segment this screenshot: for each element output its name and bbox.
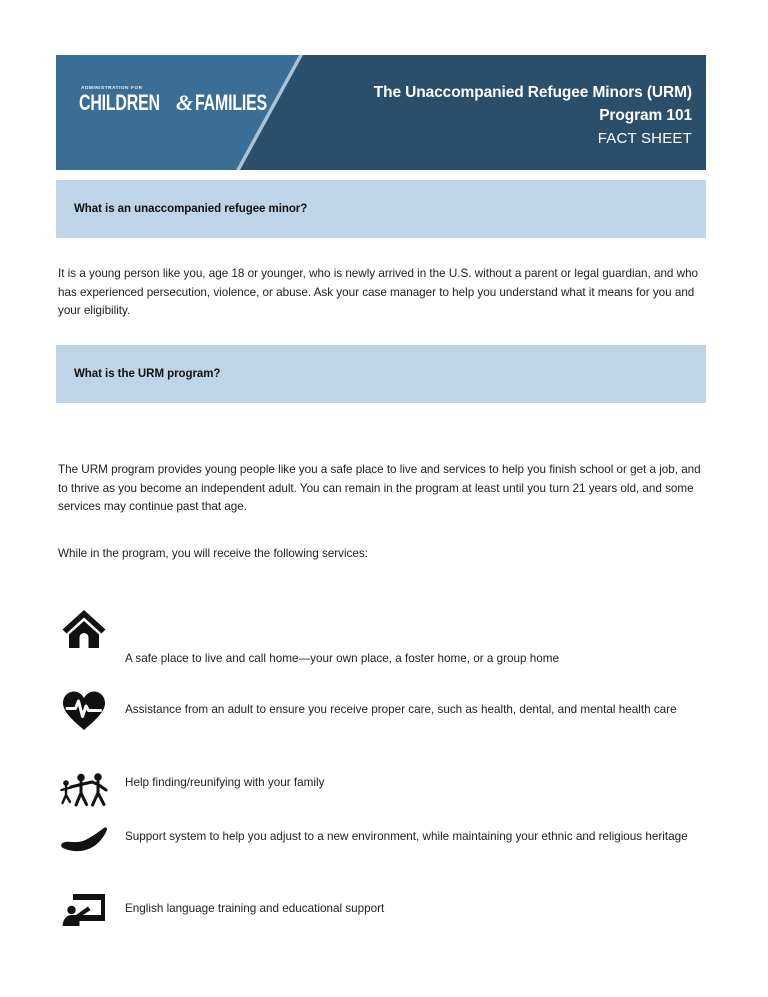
logo-eyebrow-text: ADMINISTRATION FOR xyxy=(81,85,143,90)
house-icon xyxy=(58,606,110,652)
heart-pulse-icon xyxy=(58,688,110,734)
logo-word-children: CHILDREN xyxy=(79,90,160,116)
service-item-support xyxy=(58,820,708,876)
logo-main-text xyxy=(79,89,269,116)
service-item-healthcare xyxy=(58,688,708,748)
service-text-family: Help finding/reunifying with your family xyxy=(125,776,325,789)
acf-logo xyxy=(79,86,269,115)
service-item-housing xyxy=(58,606,708,666)
section-body-1: It is a young person like you, age 18 or younger, who is newly arrived in the U.S. without a parent or legal guardian, and who has experienced persecution, violence, or abuse. Ask your case manager to help you understand what it means for you and your eligibility. xyxy=(58,267,699,318)
service-text-support: Support system to help you adjust to a new environment, while maintaining your ethnic and religious heritage xyxy=(125,830,688,843)
service-text-healthcare: Assistance from an adult to ensure you receive proper care, such as health, dental, and mental health care xyxy=(125,703,677,716)
section-band-2 xyxy=(56,345,706,403)
service-text-housing: A safe place to live and call home—your own place, a foster home, or a group home xyxy=(125,652,559,665)
service-item-education xyxy=(58,888,708,936)
section-band-1 xyxy=(56,180,706,238)
services-intro-text: While in the program, you will receive the following services: xyxy=(58,547,368,560)
family-walking-icon xyxy=(58,766,110,812)
logo-word-families: FAMILIES xyxy=(195,90,268,116)
banner-subtitle: FACT SHEET xyxy=(597,130,692,147)
open-hand-icon xyxy=(58,820,110,866)
logo-ampersand-icon: & xyxy=(175,89,194,115)
banner-title-block xyxy=(374,81,692,150)
service-item-family xyxy=(58,766,708,808)
banner-title-line-1: The Unaccompanied Refugee Minors (URM) xyxy=(373,84,692,101)
section-body-2: The URM program provides young people like you a safe place to live and services to help you finish school or get a job, and to thrive as you become an independent adult. You can remain in the program at least until you turn 21 years old, and some services may continue past that age. xyxy=(58,463,701,514)
header-banner xyxy=(56,55,706,170)
service-text-education: English language training and educational support xyxy=(125,902,385,915)
section-heading-2: What is the URM program? xyxy=(74,368,221,380)
banner-title-line-2: Program 101 xyxy=(599,107,692,124)
section-heading-1: What is an unaccompanied refugee minor? xyxy=(74,203,308,215)
teacher-whiteboard-icon xyxy=(58,888,110,934)
